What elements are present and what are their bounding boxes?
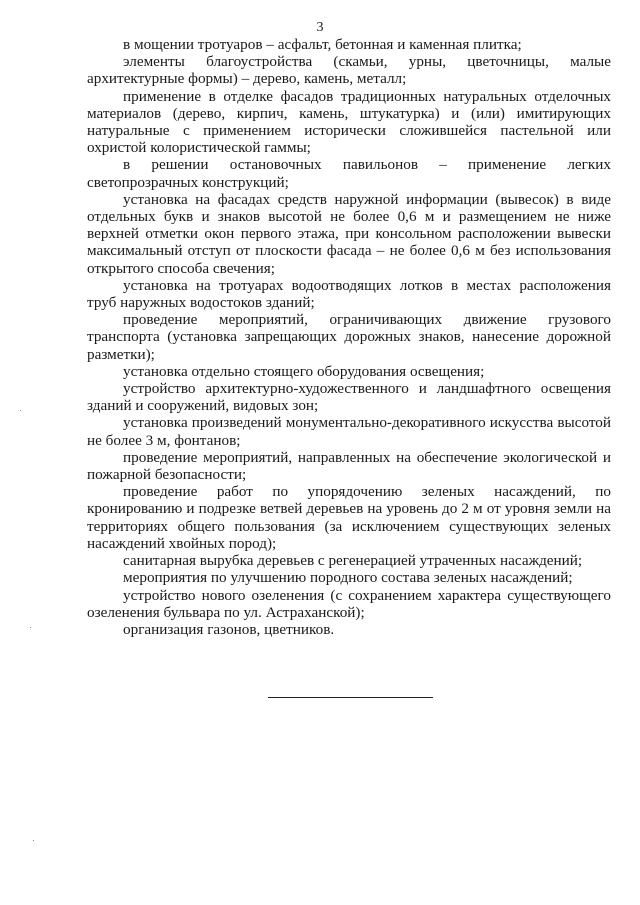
paragraph-monumental-art: установка произведений монументально-декоративного искусства высотой не более 3 м, фонтанов; — [87, 414, 611, 449]
end-divider-line — [268, 697, 433, 698]
paragraph-freight-traffic: проведение мероприятий, ограничивающих движение грузового транспорта (установка запрещающих дорожных знаков, нанесение дорожной разметки); — [87, 311, 611, 363]
paragraph-lawns-flowerbeds: организация газонов, цветников. — [123, 620, 335, 638]
paragraph-paving: в мощении тротуаров – асфальт, бетонная и каменная плитка; — [123, 36, 522, 53]
paragraph-bus-stop-pavilions: в решении остановочных павильонов – применение легких светопрозрачных конструкций; — [87, 156, 611, 191]
paragraph-safety-measures: проведение мероприятий, направленных на обеспечение экологической и пожарной безопасности; — [87, 448, 611, 484]
paragraph-green-space-works: проведение работ по упорядочению зеленых насаждений, по кронированию и подрезке ветвей деревьев на уровень до 2 м от уровня земли на территориях общего пользования (за исключением существующих зеленых насаждений хвойных пород); — [87, 483, 611, 552]
paragraph-landscaping-elements: элементы благоустройства (скамьи, урны, цветочницы, малые архитектурные формы) – дерево, камень, металл; — [87, 53, 611, 88]
paragraph-new-greening: устройство нового озеленения (с сохранением характера существующего озеленения бульвара по ул. Астраханской); — [87, 586, 611, 621]
paragraph-drainage-trays: установка на тротуарах водоотводящих лотков в местах расположения труб наружных водостоков зданий; — [87, 276, 611, 312]
paragraph-sanitary-felling: санитарная вырубка деревьев с регенерацией утраченных насаждений; — [123, 552, 583, 570]
scan-speck — [33, 840, 34, 841]
paragraph-architectural-lighting: устройство архитектурно-художественного и ландшафтного освещения зданий и сооружений, видовых зон; — [87, 380, 611, 415]
scan-speck — [20, 410, 21, 411]
paragraph-lighting-equipment: установка отдельно стоящего оборудования освещения; — [123, 362, 485, 380]
page-number: 3 — [316, 20, 324, 35]
paragraph-facade-finishing: применение в отделке фасадов традиционных натуральных отделочных материалов (дерево, кирпич, камень, штукатурка) и (или) имитирующих натуральные с применением исторически сложившейся пастельной или охристой колористической гаммы; — [87, 87, 611, 157]
scan-speck — [30, 627, 31, 628]
paragraph-signage: установка на фасадах средств наружной информации (вывесок) в виде отдельных букв и знаков высотой не более 0,6 м и размещением не ниже верхней отметки окон первого этажа, при консольном расположении вывески максимальный отступ от плоскости фасада – не более 0,6 м без использования открытого способа свечения; — [87, 190, 611, 277]
paragraph-species-improvement: мероприятия по улучшению породного состава зеленых насаждений; — [123, 569, 573, 587]
document-body — [87, 36, 611, 638]
